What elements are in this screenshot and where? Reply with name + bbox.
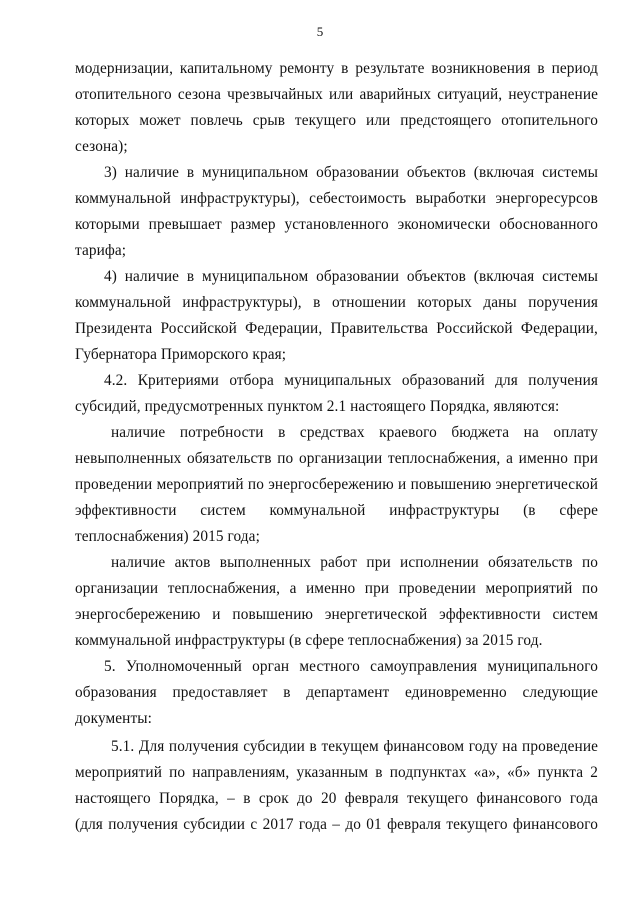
text-line: отопительного сезона чрезвычайных или аварийных ситуаций, неустранение — [75, 86, 598, 103]
text-line: наличие потребности в средствах краевого бюджета на оплату — [111, 424, 598, 441]
text-line: коммунальной инфраструктуры), в отношении которых даны поручения — [75, 294, 598, 311]
text-line: образования предоставляет в департамент единовременно следующие — [75, 684, 598, 701]
text-line: тарифа; — [75, 242, 127, 259]
text-line: невыполненных обязательств по организации теплоснабжения, а именно при — [75, 450, 598, 467]
text-line: настоящего Порядка, – в срок до 20 февраля текущего финансового года — [75, 790, 598, 807]
text-line: 4) наличие в муниципальном образовании объектов (включая системы — [104, 268, 598, 285]
text-line: энергосбережению и повышению энергетической эффективности систем — [75, 606, 598, 623]
text-line: документы: — [75, 710, 152, 727]
text-line: коммунальной инфраструктуры (в сфере теплоснабжения) за 2015 год. — [75, 632, 543, 649]
text-line: 4.2. Критериями отбора муниципальных образований для получения — [104, 372, 598, 389]
text-line: наличие актов выполненных работ при исполнении обязательств по — [111, 554, 598, 571]
text-line: Президента Российской Федерации, Правительства Российской Федерации, — [75, 320, 598, 337]
text-line: 3) наличие в муниципальном образовании объектов (включая системы — [104, 164, 598, 181]
text-line: которыми превышает размер установленного экономически обоснованного — [75, 216, 598, 233]
text-line: эффективности систем коммунальной инфраструктуры (в сфере — [75, 502, 598, 519]
text-line: проведении мероприятий по энергосбережению и повышению энергетической — [75, 476, 598, 493]
text-line: субсидий, предусмотренных пунктом 2.1 настоящего Порядка, являются: — [75, 398, 560, 415]
text-line: модернизации, капитальному ремонту в результате возникновения в период — [75, 60, 598, 77]
page-number: 5 — [316, 24, 324, 39]
text-line: сезона); — [75, 138, 128, 155]
text-line: коммунальной инфраструктуры), себестоимость выработки энергоресурсов — [75, 190, 598, 207]
text-line: теплоснабжения) 2015 года; — [75, 528, 260, 545]
text-line: организации теплоснабжения, а именно при проведении мероприятий по — [75, 580, 598, 597]
text-line: мероприятий по направлениям, указанным в подпунктах «а», «б» пункта 2 — [75, 764, 598, 781]
text-line: 5.1. Для получения субсидии в текущем финансовом году на проведение — [111, 738, 598, 755]
text-line: 5. Уполномоченный орган местного самоуправления муниципального — [104, 658, 598, 675]
text-line: Губернатора Приморского края; — [75, 346, 287, 363]
text-line: (для получения субсидии с 2017 года – до 01 февраля текущего финансового — [75, 816, 598, 833]
text-line: которых может повлечь срыв текущего или предстоящего отопительного — [75, 112, 598, 129]
